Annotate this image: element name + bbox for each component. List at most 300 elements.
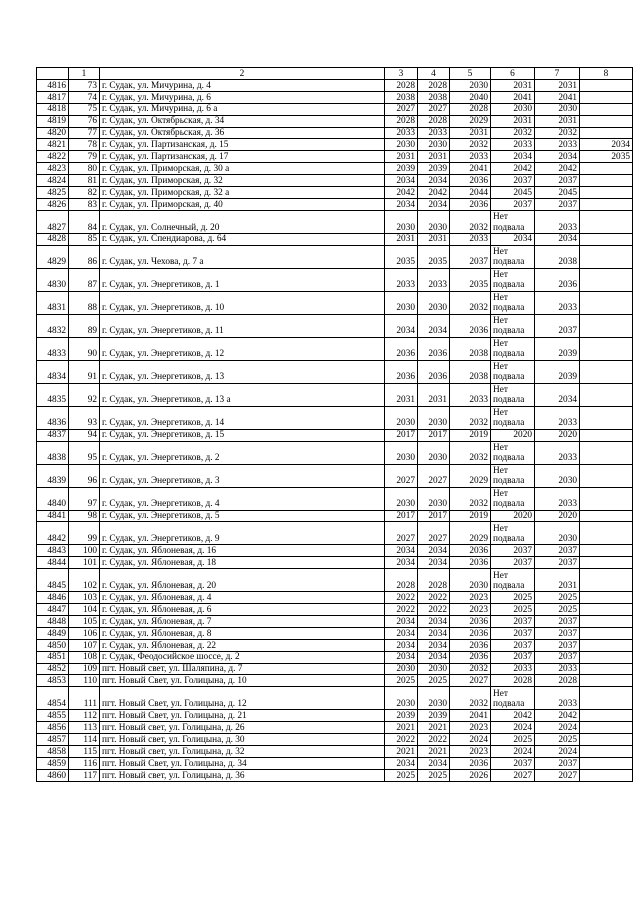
address-cell: г. Судак, ул. Спендиарова, д. 64 <box>100 233 385 245</box>
year-col-7: 2039 <box>535 360 580 383</box>
year-col-4: 2034 <box>418 175 450 187</box>
year-col-7: 2033 <box>535 663 580 675</box>
row-global-number: 4859 <box>37 757 69 769</box>
row-global-number: 4817 <box>37 91 69 103</box>
address-cell: г. Судак, ул. Солнечный, д. 20 <box>100 210 385 233</box>
address-cell: г. Судак, ул. Энергетиков, д. 15 <box>100 429 385 441</box>
basement-col-6: 2037 <box>491 627 535 639</box>
basement-col-6: 2041 <box>491 91 535 103</box>
row-local-number: 103 <box>69 592 100 604</box>
basement-col-6: 2024 <box>491 722 535 734</box>
row-global-number: 4816 <box>37 80 69 92</box>
year-col-7: 2030 <box>535 522 580 545</box>
year-col-4: 2017 <box>418 510 450 522</box>
year-col-5: 2036 <box>450 314 491 337</box>
row-global-number: 4831 <box>37 291 69 314</box>
year-col-4: 2028 <box>418 80 450 92</box>
year-col-7: 2036 <box>535 268 580 291</box>
year-col-3: 2036 <box>385 360 418 383</box>
year-col-8 <box>580 115 633 127</box>
year-col-5: 2036 <box>450 198 491 210</box>
column-header: 3 <box>385 68 418 80</box>
year-col-3: 2027 <box>385 522 418 545</box>
year-col-3: 2039 <box>385 710 418 722</box>
basement-col-6: 2037 <box>491 557 535 569</box>
year-col-8 <box>580 687 633 710</box>
year-col-7: 2033 <box>535 139 580 151</box>
row-global-number: 4854 <box>37 687 69 710</box>
year-col-4: 2030 <box>418 687 450 710</box>
address-cell: пгт. Новый Свет, ул. Голицына, д. 21 <box>100 710 385 722</box>
year-col-3: 2031 <box>385 383 418 406</box>
year-col-5: 2041 <box>450 163 491 175</box>
row-global-number: 4851 <box>37 651 69 663</box>
year-col-3: 2022 <box>385 604 418 616</box>
year-col-7: 2034 <box>535 151 580 163</box>
table-row <box>37 687 633 710</box>
year-col-3: 2030 <box>385 139 418 151</box>
row-local-number: 105 <box>69 616 100 628</box>
year-col-4: 2022 <box>418 734 450 746</box>
year-col-3: 2022 <box>385 592 418 604</box>
year-col-8 <box>580 522 633 545</box>
row-global-number: 4839 <box>37 464 69 487</box>
row-local-number: 74 <box>69 91 100 103</box>
row-local-number: 102 <box>69 569 100 592</box>
year-col-3: 2021 <box>385 722 418 734</box>
year-col-5: 2036 <box>450 757 491 769</box>
year-col-3: 2017 <box>385 429 418 441</box>
year-col-5: 2032 <box>450 487 491 510</box>
year-col-7: 2045 <box>535 187 580 199</box>
row-global-number: 4821 <box>37 139 69 151</box>
address-cell: г. Судак, ул. Энергетиков, д. 12 <box>100 337 385 360</box>
column-header: 1 <box>69 68 100 80</box>
table-row <box>37 103 633 115</box>
year-col-8 <box>580 80 633 92</box>
table-row <box>37 545 633 557</box>
row-global-number: 4841 <box>37 510 69 522</box>
table-row <box>37 510 633 522</box>
year-col-8 <box>580 592 633 604</box>
year-col-7: 2034 <box>535 383 580 406</box>
year-col-7: 2037 <box>535 616 580 628</box>
year-col-8 <box>580 210 633 233</box>
year-col-8: 2034 <box>580 139 633 151</box>
year-col-5: 2035 <box>450 268 491 291</box>
basement-col-6: 2037 <box>491 639 535 651</box>
address-cell: г. Судак, ул. Октябрьская, д. 34 <box>100 115 385 127</box>
year-col-3: 2027 <box>385 103 418 115</box>
year-col-5: 2036 <box>450 627 491 639</box>
year-col-8 <box>580 769 633 781</box>
row-global-number: 4857 <box>37 734 69 746</box>
year-col-4: 2030 <box>418 210 450 233</box>
address-cell: г. Судак, ул. Яблоневая, д. 7 <box>100 616 385 628</box>
basement-col-6: 2034 <box>491 151 535 163</box>
row-local-number: 75 <box>69 103 100 115</box>
address-cell: г. Судак, ул. Яблоневая, д. 20 <box>100 569 385 592</box>
year-col-7: 2037 <box>535 639 580 651</box>
table-row <box>37 91 633 103</box>
year-col-5: 2019 <box>450 429 491 441</box>
year-col-7: 2033 <box>535 687 580 710</box>
row-global-number: 4860 <box>37 769 69 781</box>
basement-col-6: 2020 <box>491 510 535 522</box>
row-local-number: 81 <box>69 175 100 187</box>
address-cell: г. Судак, ул. Энергетиков, д. 4 <box>100 487 385 510</box>
year-col-8 <box>580 291 633 314</box>
basement-col-6: Нет подвала <box>491 210 535 233</box>
row-local-number: 98 <box>69 510 100 522</box>
row-global-number: 4835 <box>37 383 69 406</box>
row-local-number: 89 <box>69 314 100 337</box>
year-col-4: 2034 <box>418 627 450 639</box>
row-global-number: 4847 <box>37 604 69 616</box>
year-col-4: 2030 <box>418 441 450 464</box>
row-local-number: 97 <box>69 487 100 510</box>
row-global-number: 4832 <box>37 314 69 337</box>
address-cell: г. Судак, ул. Энергетиков, д. 13 <box>100 360 385 383</box>
year-col-8 <box>580 429 633 441</box>
table-row <box>37 616 633 628</box>
year-col-7: 2025 <box>535 734 580 746</box>
year-col-5: 2023 <box>450 746 491 758</box>
year-col-8 <box>580 360 633 383</box>
basement-col-6: Нет подвала <box>491 487 535 510</box>
year-col-5: 2033 <box>450 151 491 163</box>
row-local-number: 111 <box>69 687 100 710</box>
basement-col-6: 2025 <box>491 604 535 616</box>
row-global-number: 4818 <box>37 103 69 115</box>
year-col-8 <box>580 616 633 628</box>
basement-col-6: 2037 <box>491 757 535 769</box>
year-col-7: 2037 <box>535 651 580 663</box>
table-row <box>37 127 633 139</box>
address-cell: г. Судак, ул. Приморская, д. 40 <box>100 198 385 210</box>
year-col-8 <box>580 337 633 360</box>
table-row <box>37 651 633 663</box>
column-header: 2 <box>100 68 385 80</box>
row-local-number: 91 <box>69 360 100 383</box>
table-row <box>37 337 633 360</box>
column-header: 4 <box>418 68 450 80</box>
address-cell: г. Судак, ул. Энергетиков, д. 10 <box>100 291 385 314</box>
year-col-8 <box>580 604 633 616</box>
year-col-3: 2030 <box>385 406 418 429</box>
year-col-4: 2031 <box>418 383 450 406</box>
table-row <box>37 639 633 651</box>
row-local-number: 88 <box>69 291 100 314</box>
year-col-4: 2031 <box>418 151 450 163</box>
address-cell: г. Судак, ул. Чехова, д. 7 а <box>100 245 385 268</box>
year-col-7: 2030 <box>535 103 580 115</box>
table-row <box>37 663 633 675</box>
row-local-number: 85 <box>69 233 100 245</box>
year-col-7: 2037 <box>535 545 580 557</box>
year-col-8 <box>580 510 633 522</box>
row-global-number: 4858 <box>37 746 69 758</box>
year-col-5: 2029 <box>450 464 491 487</box>
row-global-number: 4837 <box>37 429 69 441</box>
row-local-number: 78 <box>69 139 100 151</box>
table-row <box>37 245 633 268</box>
table-row <box>37 557 633 569</box>
basement-col-6: Нет подвала <box>491 441 535 464</box>
year-col-8 <box>580 103 633 115</box>
row-global-number: 4819 <box>37 115 69 127</box>
basement-col-6: Нет подвала <box>491 406 535 429</box>
year-col-8 <box>580 734 633 746</box>
year-col-5: 2038 <box>450 337 491 360</box>
year-col-4: 2042 <box>418 187 450 199</box>
year-col-8 <box>580 757 633 769</box>
year-col-4: 2034 <box>418 757 450 769</box>
year-col-4: 2021 <box>418 722 450 734</box>
row-global-number: 4836 <box>37 406 69 429</box>
column-header: 7 <box>535 68 580 80</box>
year-col-7: 2027 <box>535 769 580 781</box>
year-col-7: 2037 <box>535 314 580 337</box>
basement-col-6: 2020 <box>491 429 535 441</box>
row-global-number: 4830 <box>37 268 69 291</box>
row-local-number: 93 <box>69 406 100 429</box>
year-col-4: 2025 <box>418 769 450 781</box>
year-col-3: 2036 <box>385 337 418 360</box>
address-cell: г. Судак, ул. Яблоневая, д. 4 <box>100 592 385 604</box>
row-local-number: 117 <box>69 769 100 781</box>
year-col-4: 2025 <box>418 675 450 687</box>
year-col-4: 2030 <box>418 139 450 151</box>
year-col-8 <box>580 406 633 429</box>
year-col-4: 2027 <box>418 464 450 487</box>
table-row <box>37 210 633 233</box>
basement-col-6: Нет подвала <box>491 464 535 487</box>
row-local-number: 108 <box>69 651 100 663</box>
row-local-number: 99 <box>69 522 100 545</box>
year-col-5: 2027 <box>450 675 491 687</box>
year-col-8 <box>580 175 633 187</box>
row-local-number: 73 <box>69 80 100 92</box>
year-col-3: 2034 <box>385 639 418 651</box>
year-col-5: 2028 <box>450 103 491 115</box>
year-col-8 <box>580 557 633 569</box>
row-global-number: 4842 <box>37 522 69 545</box>
basement-col-6: Нет подвала <box>491 291 535 314</box>
year-col-8 <box>580 569 633 592</box>
year-col-8 <box>580 245 633 268</box>
year-col-7: 2032 <box>535 127 580 139</box>
address-cell: г. Судак, ул. Энергетиков, д. 3 <box>100 464 385 487</box>
row-local-number: 79 <box>69 151 100 163</box>
year-col-7: 2033 <box>535 441 580 464</box>
year-col-3: 2031 <box>385 233 418 245</box>
row-global-number: 4822 <box>37 151 69 163</box>
year-col-3: 2021 <box>385 746 418 758</box>
year-col-8 <box>580 198 633 210</box>
year-col-8: 2035 <box>580 151 633 163</box>
row-local-number: 109 <box>69 663 100 675</box>
year-col-5: 2019 <box>450 510 491 522</box>
row-global-number: 4853 <box>37 675 69 687</box>
table-row <box>37 383 633 406</box>
year-col-3: 2031 <box>385 151 418 163</box>
table-row <box>37 429 633 441</box>
row-global-number: 4840 <box>37 487 69 510</box>
table-row <box>37 746 633 758</box>
address-cell: г. Судак, ул. Партизанская, д. 15 <box>100 139 385 151</box>
address-cell: пгт. Новый свет, ул. Голицына, д. 26 <box>100 722 385 734</box>
basement-col-6: 2042 <box>491 163 535 175</box>
table-row <box>37 769 633 781</box>
year-col-7: 2020 <box>535 510 580 522</box>
year-col-8 <box>580 268 633 291</box>
column-header: 8 <box>580 68 633 80</box>
basement-col-6: 2030 <box>491 103 535 115</box>
row-global-number: 4838 <box>37 441 69 464</box>
row-local-number: 90 <box>69 337 100 360</box>
year-col-4: 2021 <box>418 746 450 758</box>
year-col-7: 2028 <box>535 675 580 687</box>
year-col-8 <box>580 127 633 139</box>
row-local-number: 84 <box>69 210 100 233</box>
year-col-3: 2034 <box>385 545 418 557</box>
basement-col-6: 2037 <box>491 175 535 187</box>
address-cell: г. Судак, ул. Мичурина, д. 6 <box>100 91 385 103</box>
basement-col-6: 2033 <box>491 139 535 151</box>
basement-col-6: 2034 <box>491 233 535 245</box>
year-col-3: 2042 <box>385 187 418 199</box>
address-cell: пгт. Новый свет, ул. Шаляпина, д. 7 <box>100 663 385 675</box>
year-col-5: 2032 <box>450 406 491 429</box>
row-local-number: 101 <box>69 557 100 569</box>
year-col-7: 2024 <box>535 722 580 734</box>
year-col-5: 2023 <box>450 592 491 604</box>
year-col-4: 2027 <box>418 522 450 545</box>
year-col-3: 2035 <box>385 245 418 268</box>
table-row <box>37 569 633 592</box>
year-col-8 <box>580 675 633 687</box>
basement-col-6: 2037 <box>491 198 535 210</box>
year-col-7: 2042 <box>535 710 580 722</box>
year-col-3: 2030 <box>385 663 418 675</box>
table-row <box>37 710 633 722</box>
column-header: 6 <box>491 68 535 80</box>
year-col-5: 2032 <box>450 663 491 675</box>
year-col-3: 2025 <box>385 675 418 687</box>
year-col-4: 2030 <box>418 487 450 510</box>
year-col-5: 2029 <box>450 115 491 127</box>
year-col-4: 2034 <box>418 314 450 337</box>
table-row <box>37 406 633 429</box>
address-cell: пгт. Новый Свет, ул. Голицына, д. 10 <box>100 675 385 687</box>
year-col-3: 2034 <box>385 651 418 663</box>
year-col-8 <box>580 545 633 557</box>
table-row <box>37 441 633 464</box>
row-global-number: 4846 <box>37 592 69 604</box>
address-cell: г. Судак, ул. Энергетиков, д. 9 <box>100 522 385 545</box>
year-col-7: 2025 <box>535 604 580 616</box>
row-local-number: 94 <box>69 429 100 441</box>
year-col-3: 2030 <box>385 687 418 710</box>
year-col-4: 2031 <box>418 233 450 245</box>
year-col-8 <box>580 651 633 663</box>
year-col-5: 2037 <box>450 245 491 268</box>
row-global-number: 4843 <box>37 545 69 557</box>
table-row <box>37 187 633 199</box>
year-col-4: 2034 <box>418 616 450 628</box>
year-col-7: 2033 <box>535 406 580 429</box>
year-col-7: 2033 <box>535 210 580 233</box>
row-global-number: 4824 <box>37 175 69 187</box>
year-col-5: 2036 <box>450 557 491 569</box>
row-global-number: 4845 <box>37 569 69 592</box>
year-col-8 <box>580 746 633 758</box>
row-global-number: 4833 <box>37 337 69 360</box>
year-col-5: 2026 <box>450 769 491 781</box>
year-col-8 <box>580 163 633 175</box>
row-global-number: 4852 <box>37 663 69 675</box>
table-row <box>37 627 633 639</box>
year-col-7: 2037 <box>535 198 580 210</box>
year-col-4: 2034 <box>418 651 450 663</box>
address-cell: г. Судак, ул. Приморская, д. 32 <box>100 175 385 187</box>
year-col-3: 2034 <box>385 627 418 639</box>
year-col-5: 2032 <box>450 210 491 233</box>
row-global-number: 4844 <box>37 557 69 569</box>
year-col-8 <box>580 627 633 639</box>
year-col-3: 2028 <box>385 569 418 592</box>
row-local-number: 83 <box>69 198 100 210</box>
table-row <box>37 139 633 151</box>
year-col-5: 2036 <box>450 175 491 187</box>
row-global-number: 4829 <box>37 245 69 268</box>
address-cell: г. Судак, ул. Мичурина, д. 4 <box>100 80 385 92</box>
row-global-number: 4826 <box>37 198 69 210</box>
year-col-3: 2030 <box>385 487 418 510</box>
year-col-4: 2028 <box>418 569 450 592</box>
year-col-5: 2044 <box>450 187 491 199</box>
address-cell: г. Судак, ул. Яблоневая, д. 16 <box>100 545 385 557</box>
basement-col-6: Нет подвала <box>491 268 535 291</box>
basement-col-6: 2042 <box>491 710 535 722</box>
year-col-7: 2039 <box>535 337 580 360</box>
row-local-number: 114 <box>69 734 100 746</box>
year-col-5: 2036 <box>450 545 491 557</box>
row-global-number: 4855 <box>37 710 69 722</box>
year-col-7: 2033 <box>535 487 580 510</box>
address-cell: г. Судак, ул. Приморская, д. 32 а <box>100 187 385 199</box>
address-cell: г. Судак, ул. Яблоневая, д. 8 <box>100 627 385 639</box>
row-global-number: 4820 <box>37 127 69 139</box>
table-row <box>37 487 633 510</box>
header-row <box>37 68 633 80</box>
year-col-5: 2032 <box>450 687 491 710</box>
table-row <box>37 464 633 487</box>
table-row <box>37 175 633 187</box>
row-local-number: 110 <box>69 675 100 687</box>
year-col-7: 2037 <box>535 627 580 639</box>
year-col-8 <box>580 91 633 103</box>
year-col-4: 2039 <box>418 163 450 175</box>
row-local-number: 112 <box>69 710 100 722</box>
year-col-5: 2041 <box>450 710 491 722</box>
year-col-5: 2038 <box>450 360 491 383</box>
year-col-5: 2036 <box>450 616 491 628</box>
row-local-number: 80 <box>69 163 100 175</box>
year-col-7: 2041 <box>535 91 580 103</box>
basement-col-6: 2028 <box>491 675 535 687</box>
